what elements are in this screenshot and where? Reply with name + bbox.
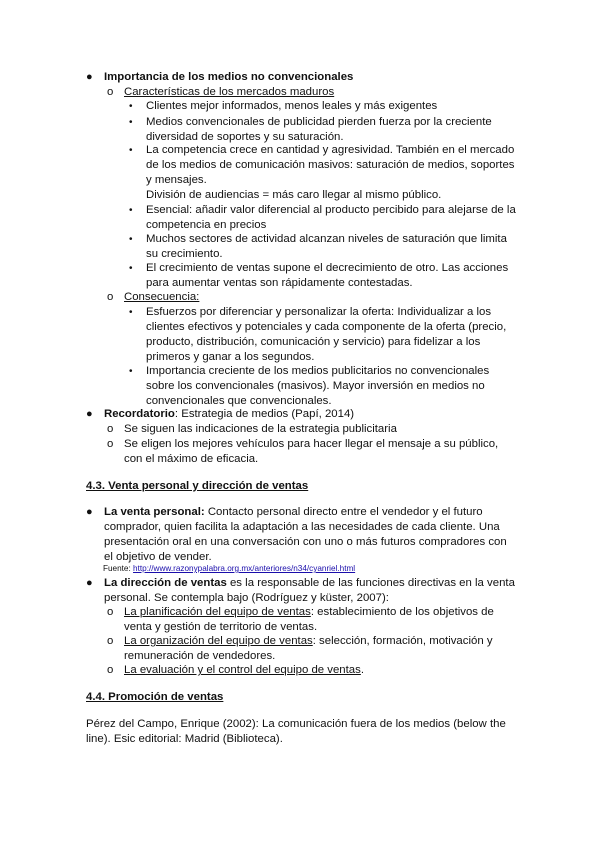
reference-paragraph: Pérez del Campo, Enrique (2002): La comunicación fuera de los medios (below the line). Esic editorial: Madrid (Biblioteca). — [86, 718, 506, 745]
bullet-direccion-ventas: ● La dirección de ventas es la responsable de las funciones directivas en la venta personal. Se contempla bajo (Rodríguez y küster, 2007): — [86, 577, 515, 604]
section-heading: 4.3. Venta personal y dirección de ventas — [86, 480, 309, 492]
bullet-title: La venta personal: — [104, 506, 205, 518]
list-item: • El crecimiento de ventas supone el decrecimiento de otro. Las acciones para aumentar ventas son rápidamente contestadas. — [129, 262, 509, 289]
subitem-consecuencia — [107, 290, 517, 305]
subitem-label: Características de los mercados maduros — [124, 86, 335, 98]
bullet-title: La dirección de ventas — [104, 577, 227, 589]
section-heading: 4.4. Promoción de ventas — [86, 691, 224, 703]
bullet-title: Recordatorio — [104, 408, 175, 420]
list-item: • Clientes mejor informados, menos leales y más exigentes — [129, 100, 438, 112]
bullet-marker: ● — [86, 506, 93, 518]
bullet-marker: ● — [86, 71, 93, 83]
list-item: • Esencial: añadir valor diferencial al producto percibido para alejarse de la competencia en precios — [129, 204, 516, 231]
subitem-marker: o — [107, 291, 114, 303]
list-item: • Medios convencionales de publicidad pierden fuerza por la creciente diversidad de soportes y su saturación. — [129, 116, 492, 143]
subitem-caracteristicas — [107, 85, 517, 100]
bullet-recordatorio: ● Recordatorio: Estrategia de medios (Papí, 2014) — [86, 408, 355, 420]
list-item: • Muchos sectores de actividad alcanzan niveles de saturación que limita su crecimiento. — [129, 233, 507, 260]
bullet-title: Importancia de los medios no convencionales — [104, 71, 354, 83]
list-item: • Esfuerzos por diferenciar y personalizar la oferta: Individualizar a los clientes efectivos y potenciales y cada componente de la oferta (precio, producto, distribución, comunicación y servicio) para fidelizar a los primeros y ganar a los segundos. — [129, 306, 507, 363]
subitem-label: Consecuencia: — [124, 291, 200, 303]
subitem: o La organización del equipo de ventas: selección, formación, motivación y remuneración de vendedores. — [107, 635, 493, 662]
bullet-marker: ● — [86, 577, 93, 589]
bullet-importancia — [86, 70, 516, 85]
source-link[interactable]: http://www.razonypalabra.org.mx/anteriores/n34/cyanriel.html — [133, 564, 356, 573]
subitem: o La planificación del equipo de ventas: establecimiento de los objetivos de venta y gestión de territorio de ventas. — [107, 606, 494, 633]
subitem: o Se siguen las indicaciones de la estrategia publicitaria — [107, 423, 397, 435]
bullet-marker: ● — [86, 408, 93, 420]
list-item: • Importancia creciente de los medios publicitarios no convencionales sobre los convencionales (masivos). Mayor inversión en medios no convencionales que convencionales. — [129, 365, 490, 407]
extra-line: División de audiencias = más caro llegar al mismo público. — [146, 189, 442, 201]
source-line: Fuente: http://www.razonypalabra.org.mx/anteriores/n34/cyanriel.html — [103, 564, 356, 573]
bullet-venta-personal: ● La venta personal: Contacto personal directo entre el vendedor y el futuro comprador, quien facilita la adaptación a las necesidades de cada cliente. Una presentación oral en una conversación con uno o más futuros compradores con el objetivo de vender. — [86, 506, 507, 563]
subitem: o Se eligen los mejores vehículos para hacer llegar el mensaje a su público, con el máximo de eficacia. — [107, 438, 499, 465]
subitem-marker: o — [107, 86, 114, 98]
subitem: o La evaluación y el control del equipo de ventas. — [107, 664, 365, 676]
list-item: • La competencia crece en cantidad y agresividad. También en el mercado de los medios de comunicación masivos: saturación de medios, soportes y mensajes. — [129, 144, 515, 186]
